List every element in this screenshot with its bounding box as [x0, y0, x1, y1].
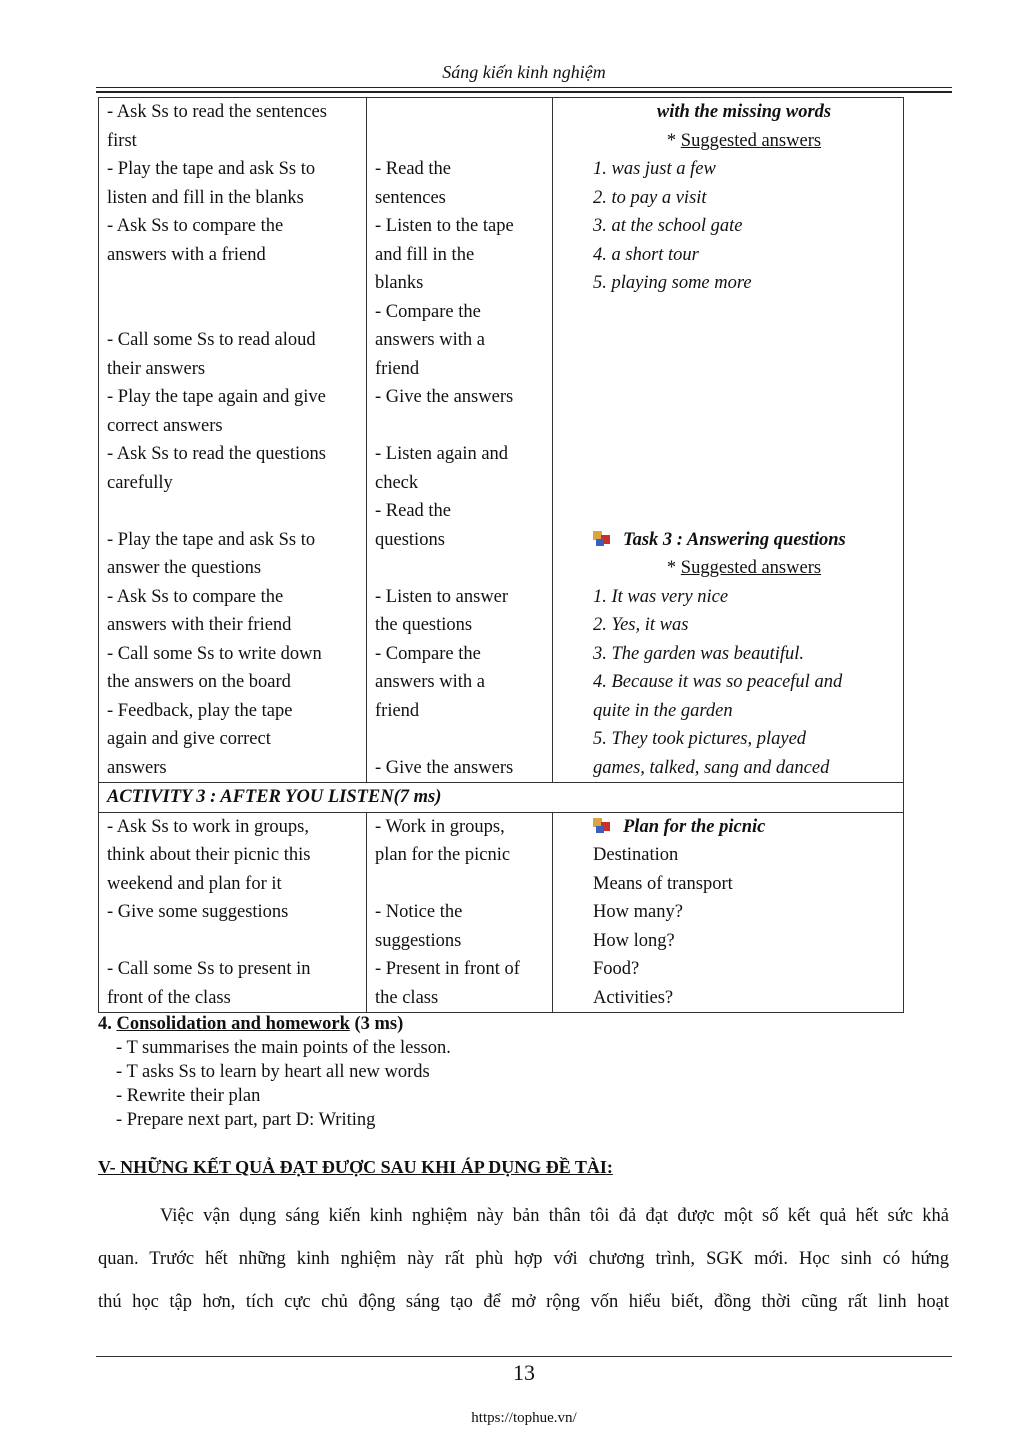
- cell-line: 5. They took pictures, played: [593, 729, 807, 749]
- cell-line: [375, 412, 544, 441]
- asterisk: *: [666, 558, 681, 578]
- cell-line: think about their picnic this: [107, 845, 311, 865]
- cell-line: - Ask Ss to compare the: [107, 216, 284, 236]
- cell-line: - Compare the: [375, 643, 481, 664]
- cell-line: 1. was just a few: [593, 159, 716, 179]
- cell-line: - Call some Ss to write down: [107, 643, 322, 664]
- content-column: [553, 98, 903, 782]
- suggested-answers-label: Suggested answers: [680, 558, 822, 578]
- cell-line: - Compare the: [375, 301, 481, 322]
- cell-line: sentences: [375, 187, 446, 208]
- consolidation-section: [98, 1012, 451, 1132]
- consolidation-item: - Prepare next part, part D: Writing: [116, 1110, 376, 1130]
- header-rule: [96, 87, 952, 88]
- cell-line: 3. at the school gate: [593, 216, 743, 236]
- cell-line: Activities?: [593, 987, 674, 1008]
- cell-line: games, talked, sang and danced: [593, 757, 830, 778]
- cell-line: - Call some Ss to read aloud: [107, 330, 316, 350]
- page-number: 13: [513, 1360, 535, 1385]
- consolidation-item: - Rewrite their plan: [116, 1086, 261, 1106]
- suggested-answers-label: Suggested answers: [680, 130, 822, 151]
- cell-line: How long?: [593, 930, 675, 951]
- cell-line: the answers on the board: [107, 672, 291, 692]
- cell-line: - Play the tape and ask Ss to: [107, 529, 316, 550]
- consolidation-time: (3 ms): [349, 1014, 404, 1034]
- section-number: 4.: [98, 1014, 117, 1034]
- cell-line: - Notice the: [375, 902, 463, 922]
- cell-line: their answers: [107, 358, 206, 379]
- cell-line: - Work in groups,: [375, 816, 505, 837]
- cell-line: questions: [375, 529, 445, 550]
- cell-line: 4. a short tour: [593, 244, 699, 265]
- cell-line: carefully: [107, 472, 173, 493]
- cell-line: [107, 269, 358, 298]
- footer-rule: [96, 1356, 952, 1357]
- cell-line: [107, 497, 358, 526]
- cell-line: suggestions: [375, 930, 462, 951]
- suggested-answers-heading: [593, 127, 895, 156]
- cell-line: front of the class: [107, 987, 231, 1008]
- student-activities-column: [367, 813, 553, 1013]
- table-row-listening: [99, 98, 903, 783]
- asterisk: *: [666, 130, 681, 151]
- cell-line: and fill in the: [375, 244, 475, 265]
- student-activities-column: [367, 98, 553, 782]
- cell-line: answers with a friend: [107, 244, 266, 265]
- cell-line: 1. It was very nice: [593, 586, 729, 607]
- cell-line: 3. The garden was beautiful.: [593, 643, 805, 664]
- cell-line: 5. playing some more: [593, 273, 752, 293]
- teacher-activities-column: [99, 813, 367, 1013]
- cell-line: [375, 554, 544, 583]
- cell-line: - Read the: [375, 501, 452, 521]
- cell-line: Food?: [593, 959, 640, 979]
- cell-line: - Give the answers: [375, 387, 514, 407]
- consolidation-heading: [98, 1012, 451, 1036]
- cell-line: answers with a: [375, 330, 485, 350]
- paragraph-line: Việc vận dụng sáng kiến kinh nghiệm này bản thân tôi đả đạt được một số kết quả hết sức khả: [160, 1206, 949, 1226]
- cell-line: How many?: [593, 902, 683, 922]
- consolidation-item: - T asks Ss to learn by heart all new words: [116, 1062, 430, 1082]
- cell-line: - Feedback, play the tape: [107, 700, 293, 721]
- plan-heading: [593, 813, 895, 842]
- cell-line: - Listen again and: [375, 444, 509, 464]
- paragraph-line: thú học tập hơn, tích cực chủ động sáng tạo để mở rộng vốn hiểu biết, đồng thời cũng rất linh hoạt: [98, 1292, 949, 1312]
- lesson-table: [98, 97, 904, 1013]
- cell-line: Means of transport: [593, 873, 733, 894]
- cell-line: 2. to pay a visit: [593, 187, 707, 208]
- cell-line: the questions: [375, 615, 473, 635]
- cell-line: 4. Because it was so peaceful and: [593, 672, 843, 692]
- cell-line: correct answers: [107, 415, 223, 436]
- cell-line: plan for the picnic: [375, 845, 511, 865]
- cell-line: [375, 870, 544, 899]
- cell-line: weekend and plan for it: [107, 873, 282, 894]
- cell-line: - Give some suggestions: [107, 902, 289, 922]
- flag-bullet-icon: [593, 531, 611, 547]
- cell-line: first: [107, 130, 137, 151]
- cell-line: blanks: [375, 273, 424, 293]
- cell-line: friend: [375, 358, 420, 379]
- cell-line: [375, 98, 544, 127]
- cell-line: - Play the tape again and give: [107, 387, 326, 407]
- activity3-heading: ACTIVITY 3 : AFTER YOU LISTEN(7 ms): [107, 787, 442, 807]
- consolidation-title: Consolidation and homework: [116, 1014, 350, 1034]
- cell-line: again and give correct: [107, 729, 271, 749]
- cell-line: answer the questions: [107, 558, 262, 578]
- cell-line: 2. Yes, it was: [593, 615, 689, 635]
- cell-line: [375, 127, 544, 156]
- activity3-row: [99, 783, 903, 813]
- source-url: https://tophue.vn/: [471, 1410, 577, 1426]
- page-header: Sáng kiến kinh nghiệm: [442, 62, 606, 82]
- cell-line: - Play the tape and ask Ss to: [107, 159, 316, 179]
- cell-line: - Ask Ss to read the questions: [107, 444, 326, 464]
- plan-items: [593, 841, 895, 1012]
- consolidation-item: - T summarises the main points of the lesson.: [116, 1038, 451, 1058]
- cell-line: - Listen to the tape: [375, 216, 514, 236]
- missing-words-heading: with the missing words: [656, 102, 832, 122]
- cell-line: - Present in front of: [375, 959, 520, 979]
- task3-heading: [593, 526, 895, 555]
- cell-line: [375, 725, 544, 754]
- section-v-heading: V- NHỮNG KẾT QUẢ ĐẠT ĐƯỢC SAU KHI ÁP DỤNG ĐỀ TÀI:: [98, 1157, 613, 1177]
- flag-bullet-icon: [593, 818, 611, 834]
- cell-line: answers with their friend: [107, 615, 292, 635]
- section-v-paragraph: [98, 1195, 949, 1324]
- suggested-answers-heading-2: [593, 554, 895, 583]
- cell-line: check: [375, 472, 419, 493]
- cell-line: the class: [375, 987, 439, 1008]
- answers-list-1: [593, 155, 895, 298]
- cell-line: [107, 927, 358, 956]
- teacher-activities-column: [99, 98, 367, 782]
- cell-line: - Listen to answer: [375, 586, 509, 607]
- paragraph-line: quan. Trước hết những kinh nghiệm này rất phù hợp với chương trình, SGK mới. Học sinh có hứng: [98, 1249, 949, 1269]
- cell-line: answers with a: [375, 672, 485, 692]
- header-rule-thick: [96, 91, 952, 93]
- cell-line: - Ask Ss to read the sentences: [107, 102, 327, 122]
- content-column: [553, 813, 903, 1013]
- cell-line: quite in the garden: [593, 700, 733, 721]
- plan-title: Plan for the picnic: [623, 816, 766, 837]
- cell-line: [107, 298, 358, 327]
- cell-line: - Call some Ss to present in: [107, 959, 311, 979]
- consolidation-items: [98, 1036, 451, 1132]
- cell-line: answers: [107, 757, 167, 778]
- cell-line: listen and fill in the blanks: [107, 187, 304, 208]
- table-row-after-listen: [99, 813, 903, 1013]
- cell-line: - Read the: [375, 159, 452, 179]
- cell-line: - Give the answers: [375, 757, 514, 778]
- cell-line: friend: [375, 700, 420, 721]
- task3-label: Task 3 : Answering questions: [623, 529, 846, 550]
- answers-list-2: [593, 583, 895, 783]
- cell-line: Destination: [593, 845, 679, 865]
- cell-line: - Ask Ss to compare the: [107, 586, 284, 607]
- cell-line: - Ask Ss to work in groups,: [107, 816, 309, 837]
